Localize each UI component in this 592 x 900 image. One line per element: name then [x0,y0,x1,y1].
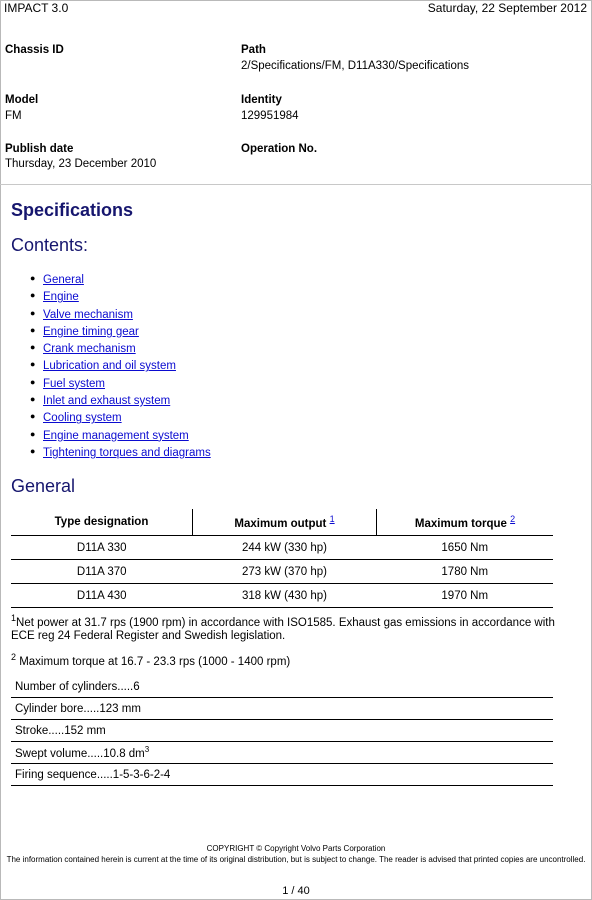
toc-link-lubrication[interactable]: Lubrication and oil system [43,360,176,373]
list-item [11,698,553,720]
app-name: IMPACT 3.0 [4,1,69,15]
general-heading: General [11,476,76,496]
chassis-id-label: Chassis ID [5,44,64,56]
list-item [11,676,553,698]
page-number: 1 / 40 [282,885,310,897]
cell-output: 318 kW (430 hp) [193,584,377,608]
cell-torque: 1650 Nm [377,536,554,560]
toc-link-general[interactable]: General [43,274,84,286]
list-item [11,742,553,764]
bullet-icon: ● [30,307,36,318]
footnote-1: $^1$Net power at 31.7 rps (1900 rpm) in accordance with ISO1585. Exhaust gas emissions in accordance with ECE reg 24 Federal Register and Swedish legislation. [11,613,555,642]
bullet-icon: ● [30,394,36,405]
model-value: FM [5,110,22,122]
print-date: Saturday, 22 September 2012 [427,1,587,15]
table-row [11,536,553,560]
cell-output: 273 kW (370 hp) [193,560,377,584]
fact-cylinders: Number of cylinders.....6 [11,676,553,698]
toc-item [30,374,211,391]
engine-facts-table [11,676,553,786]
operation-no-label: Operation No. [241,143,318,155]
copyright-notice: COPYRIGHT © Copyright Volvo Parts Corporation [206,844,386,853]
footnote-ref-1[interactable]: 1 [329,514,335,525]
fact-stroke: Stroke.....152 mm [11,720,553,742]
bullet-icon: ● [30,273,36,283]
bullet-icon: ● [30,376,36,387]
toc-link-fuel-system[interactable]: Fuel system [43,377,105,390]
bullet-icon: ● [30,359,36,370]
toc-link-crank-mechanism[interactable]: Crank mechanism [43,343,136,356]
identity-label: Identity [241,94,282,106]
fact-swept-volume: Swept volume.....10.8 $dm^3$ [11,742,553,764]
toc-item [30,270,211,287]
fact-firing-sequence: Firing sequence.....1-5-3-6-2-4 [11,764,553,786]
cell-output: 244 kW (330 hp) [193,536,377,560]
column-header-torque: Maximum torque $^2$ [377,509,554,536]
toc-item [30,391,211,408]
cell-torque: 1970 Nm [377,584,554,608]
toc-link-tightening-torques[interactable]: Tightening torques and diagrams [43,446,211,459]
toc-item [30,443,211,460]
footnote-ref-2[interactable]: 2 [510,514,516,525]
bullet-icon: ● [30,445,36,456]
toc-link-engine-management[interactable]: Engine management system [43,429,189,442]
bullet-icon: ● [30,324,36,335]
toc-link-valve-mechanism[interactable]: Valve mechanism [43,308,133,321]
list-item [11,720,553,742]
top-bar [0,0,592,16]
toc-item [30,322,211,339]
distribution-notice: The information contained herein is current at the time of its original distribution, but is subject to change. The reader is advised that printed copies are uncontrolled. [6,855,586,864]
bullet-icon: ● [30,342,36,353]
divider [0,184,592,185]
column-header-type: Type designation [11,509,193,536]
table-row [11,560,553,584]
path-label: Path [241,44,266,56]
bullet-icon: ● [30,290,36,301]
toc-item [30,356,211,373]
cell-torque: 1780 Nm [377,560,554,584]
list-item [11,764,553,786]
toc-link-engine-timing-gear[interactable]: Engine timing gear [43,325,139,338]
bullet-icon: ● [30,411,36,422]
cell-type: D11A 370 [11,560,193,584]
contents-heading: Contents: [11,235,89,255]
toc-item [30,408,211,425]
toc-item [30,426,211,443]
identity-value: 129951984 [241,110,299,122]
toc-item [30,287,211,304]
cell-type: D11A 430 [11,584,193,608]
toc-link-cooling-system[interactable]: Cooling system [43,412,122,425]
page-title: Specifications [11,200,134,220]
table-of-contents [30,270,211,460]
footnote-2: $^2$ Maximum torque at 16.7 - 23.3 rps (1000 - 1400 rpm) [11,652,291,668]
column-header-output: Maximum output $^1$ [193,509,377,536]
path-value: 2/Specifications/FM, D11A330/Specifications [241,60,469,72]
publish-date-value: Thursday, 23 December 2010 [5,158,157,170]
toc-item [30,339,211,356]
toc-item [30,305,211,322]
cell-type: D11A 330 [11,536,193,560]
model-label: Model [5,94,39,106]
toc-link-inlet-exhaust[interactable]: Inlet and exhaust system [43,395,171,408]
toc-link-engine[interactable]: Engine [43,291,79,304]
fact-bore: Cylinder bore.....123 mm [11,698,553,720]
publish-date-label: Publish date [5,143,74,155]
table-row [11,584,553,608]
bullet-icon: ● [30,428,36,439]
table-header-row [11,509,553,536]
specification-table [11,509,553,608]
